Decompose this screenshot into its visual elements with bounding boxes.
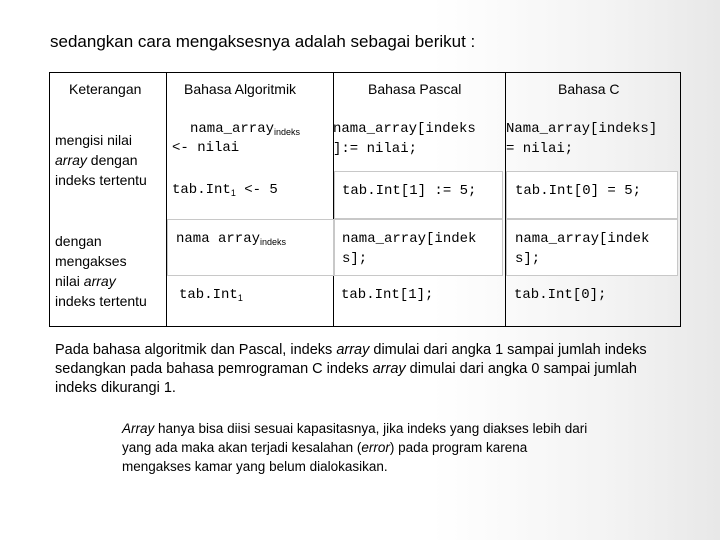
array-access-table: [49, 72, 681, 327]
header-pascal: Bahasa Pascal: [368, 81, 462, 97]
row1-c-example-cell: [506, 171, 678, 219]
row1-c-example: tab.Int[0] = 5;: [515, 183, 642, 199]
row1-pascal-example: tab.Int[1] := 5;: [342, 183, 477, 199]
column-divider: [166, 73, 167, 326]
row2-algo-access: nama array$_{indeks}$: [176, 231, 287, 247]
row1-desc: mengisi nilai array dengan indeks tertentu: [55, 132, 147, 188]
row2-c-example: tab.Int[0];: [514, 287, 607, 303]
explanation-paragraph: Pada bahasa algoritmik dan Pascal, indeks array dimulai dari angka 1 sampai jumlah indeks sedangkan pada bahasa pemrograman C indeks array dimulai dari angka 0 sampai jumlah indeks dikurangi 1.: [55, 342, 647, 396]
row1-algo-assign: nama_array$_{indeks}$: [190, 121, 301, 137]
row2-c-access: nama_array[indek s];: [515, 231, 650, 267]
header-algoritmik: Bahasa Algoritmik: [184, 81, 297, 97]
row2-c-access-cell: [506, 219, 678, 276]
page-heading: sedangkan cara mengaksesnya adalah sebagai berikut :: [50, 32, 476, 51]
row2-algo-example: tab.Int$_1$: [179, 287, 243, 303]
row2-desc: dengan mengakses nilai array indeks tertentu: [55, 233, 147, 309]
note-paragraph: Array hanya bisa diisi sesuai kapasitasnya, jika indeks yang diakses lebih dari yang ada maka akan terjadi kesalahan (error) pada program karena mengakses kamar yang belum dialokasikan.: [122, 421, 588, 474]
row2-pascal-access-cell: [334, 219, 503, 276]
row1-algo-assign-value: <- nilai: [172, 140, 240, 156]
row1-pascal-assign: nama_array[indeks ]:= nilai;: [333, 121, 476, 157]
row2-algo-access-cell: [167, 219, 334, 276]
header-c: Bahasa C: [558, 81, 620, 97]
row2-pascal-access: nama_array[indek s];: [342, 231, 477, 267]
row2-pascal-example: tab.Int[1];: [341, 287, 434, 303]
row1-pascal-example-cell: [334, 171, 503, 219]
row1-algo-example: tab.Int$_1$ <- 5: [172, 182, 278, 198]
row1-c-assign: Nama_array[indeks] = nilai;: [506, 121, 658, 157]
header-keterangan: Keterangan: [69, 81, 142, 97]
